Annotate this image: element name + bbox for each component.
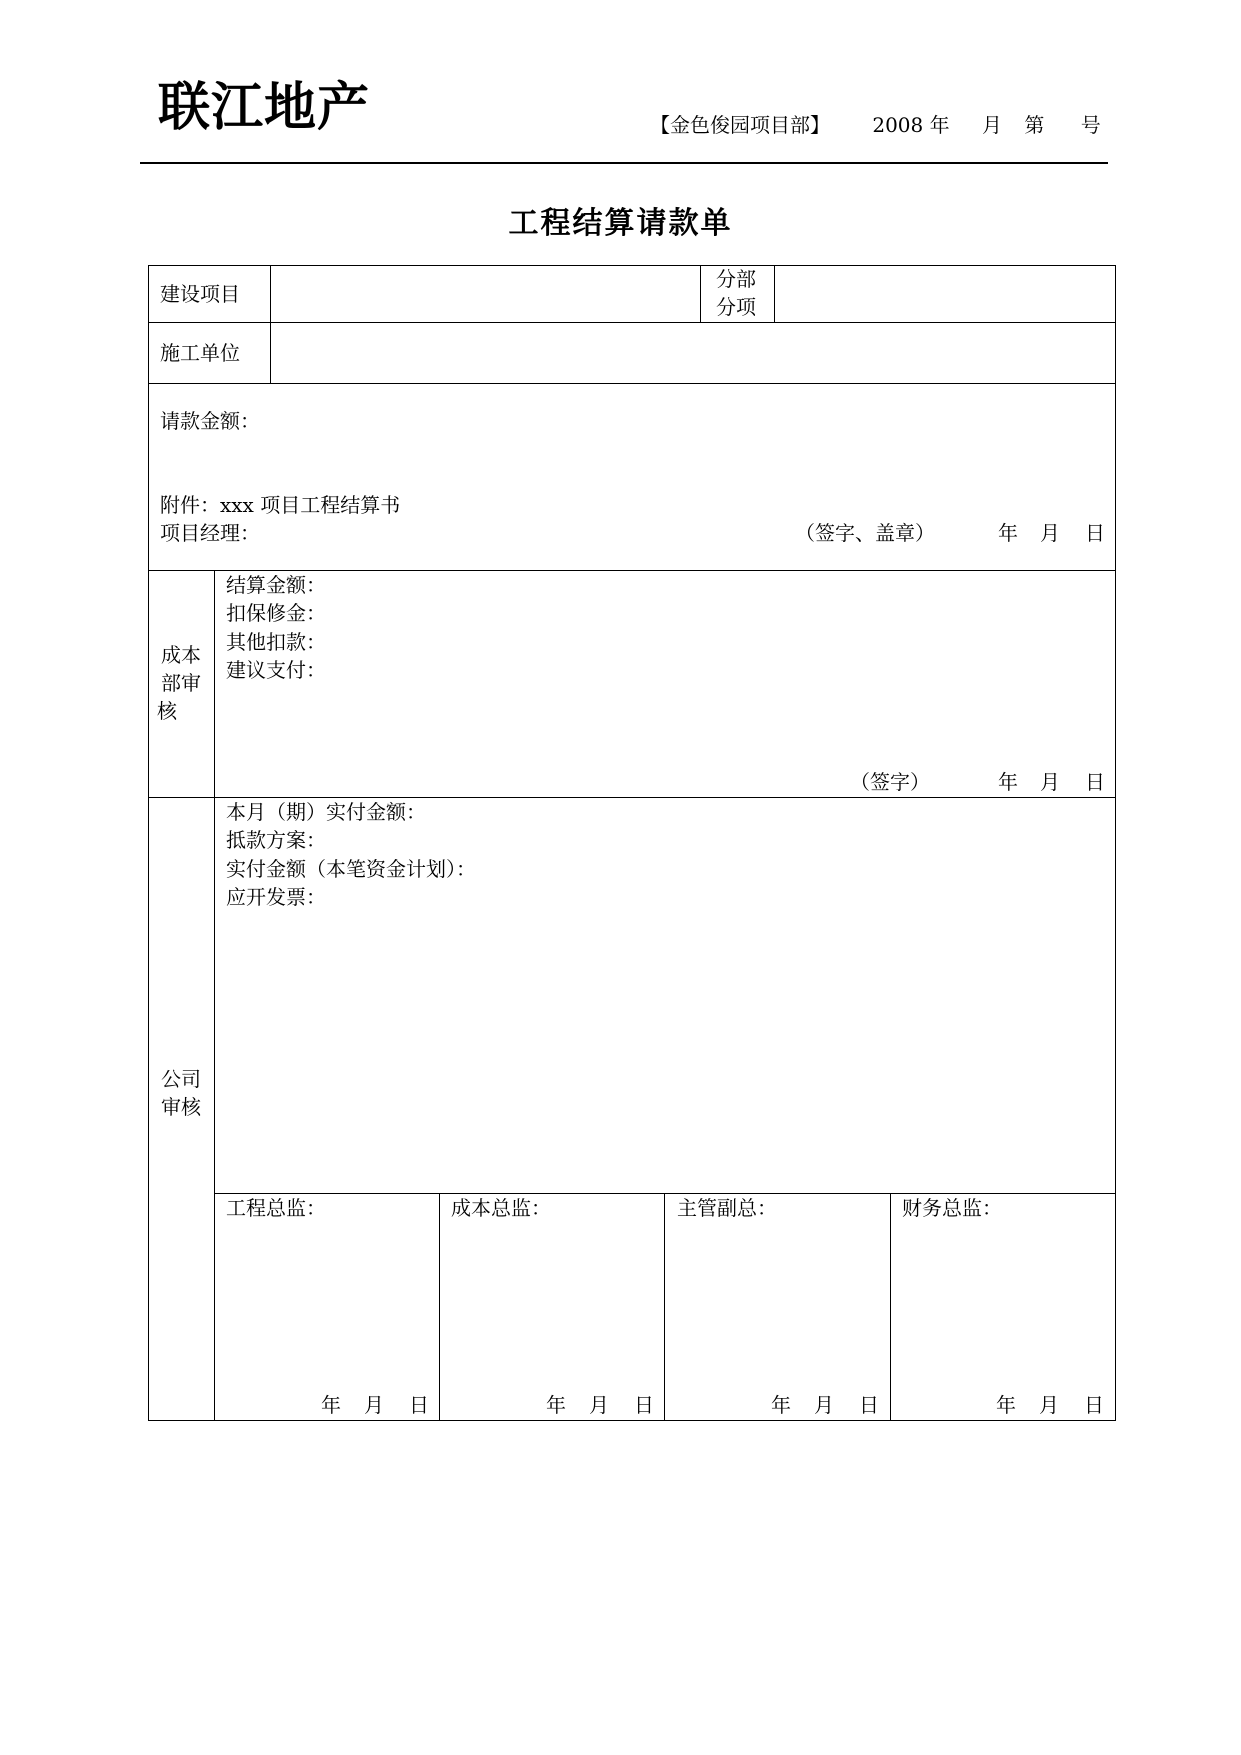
date-month: 月: [1040, 521, 1060, 545]
date-day: 日: [1084, 1393, 1104, 1417]
sign-note: （签字）: [850, 770, 930, 794]
table-border-bottom: [148, 1420, 1115, 1421]
cost-review-label: [153, 641, 209, 725]
date-month: 月: [364, 1393, 384, 1417]
offset-plan-label: 抵款方案：: [226, 828, 326, 852]
actual-payment-this-period-label: 本月（期）实付金额：: [226, 800, 426, 824]
document-title: 工程结算请款单: [508, 206, 733, 241]
engineering-director-label: 工程总监：: [226, 1196, 326, 1220]
cost-review-label-line: 核: [157, 699, 177, 723]
other-deductions-label: 其他扣款：: [226, 630, 326, 654]
date-year: 年: [996, 1393, 1016, 1417]
date-month: 月: [589, 1393, 609, 1417]
company-review-label: [153, 1065, 209, 1121]
settlement-amount-label: 结算金额：: [226, 573, 326, 597]
header-rule: [140, 162, 1108, 164]
project-label: 建设项目: [160, 282, 240, 306]
project-field[interactable]: [278, 267, 698, 321]
date-day: 日: [409, 1393, 429, 1417]
date-year: 年: [998, 521, 1018, 545]
col-divider: [270, 265, 271, 383]
month-label: 月: [981, 113, 1002, 137]
contractor-field[interactable]: [278, 325, 1108, 381]
number-suffix: 号: [1080, 113, 1101, 137]
cost-director-label: 成本总监：: [451, 1196, 551, 1220]
date-year: 年: [771, 1393, 791, 1417]
header-doc-info: [650, 115, 1101, 135]
date-day: 日: [634, 1393, 654, 1417]
attachment-label: 附件：xxx 项目工程结算书: [160, 493, 401, 517]
request-amount-label: 请款金额：: [160, 409, 260, 433]
row-divider: [148, 383, 1115, 384]
sub-item-field[interactable]: [780, 267, 1110, 321]
sub-item-label-1: 分部: [716, 267, 756, 291]
col-divider: [700, 265, 701, 322]
row-divider: [148, 322, 1115, 323]
cost-review-label-line: 部审: [161, 671, 201, 695]
table-border-left: [148, 265, 149, 1421]
col-divider: [774, 265, 775, 322]
company-name: 联江地产: [158, 77, 371, 138]
date-year: 年: [546, 1393, 566, 1417]
sub-item-label-2: 分项: [716, 295, 756, 319]
company-review-label-line: 公司: [161, 1067, 201, 1091]
date-day: 日: [859, 1393, 879, 1417]
number-prefix: 第: [1024, 113, 1045, 137]
cost-review-label-line: 成本: [161, 643, 201, 667]
table-border-right: [1115, 265, 1116, 1421]
date-month: 月: [814, 1393, 834, 1417]
contractor-label: 施工单位: [160, 341, 240, 365]
date-year: 年: [998, 770, 1018, 794]
department-name: 【金色俊园项目部】: [650, 113, 830, 137]
actual-payment-plan-label: 实付金额（本笔资金计划）：: [226, 857, 476, 881]
invoice-due-label: 应开发票：: [226, 885, 326, 909]
table-border-top: [148, 265, 1115, 266]
suggested-payment-label: 建议支付：: [226, 658, 326, 682]
col-divider: [214, 570, 215, 1421]
finance-director-label: 财务总监：: [902, 1196, 1002, 1220]
col-divider: [664, 1193, 665, 1421]
date-month: 月: [1040, 770, 1060, 794]
sign-seal-note: （签字、盖章）: [795, 521, 935, 545]
date-month: 月: [1039, 1393, 1059, 1417]
col-divider: [890, 1193, 891, 1421]
vice-president-label: 主管副总：: [677, 1196, 777, 1220]
date-year: 年: [321, 1393, 341, 1417]
project-manager-label: 项目经理：: [160, 521, 260, 545]
date-day: 日: [1085, 770, 1105, 794]
col-divider: [439, 1193, 440, 1421]
year-label: 2008 年: [872, 113, 950, 137]
company-review-label-line: 审核: [161, 1095, 201, 1119]
date-day: 日: [1085, 521, 1105, 545]
warranty-deduction-label: 扣保修金：: [226, 601, 326, 625]
